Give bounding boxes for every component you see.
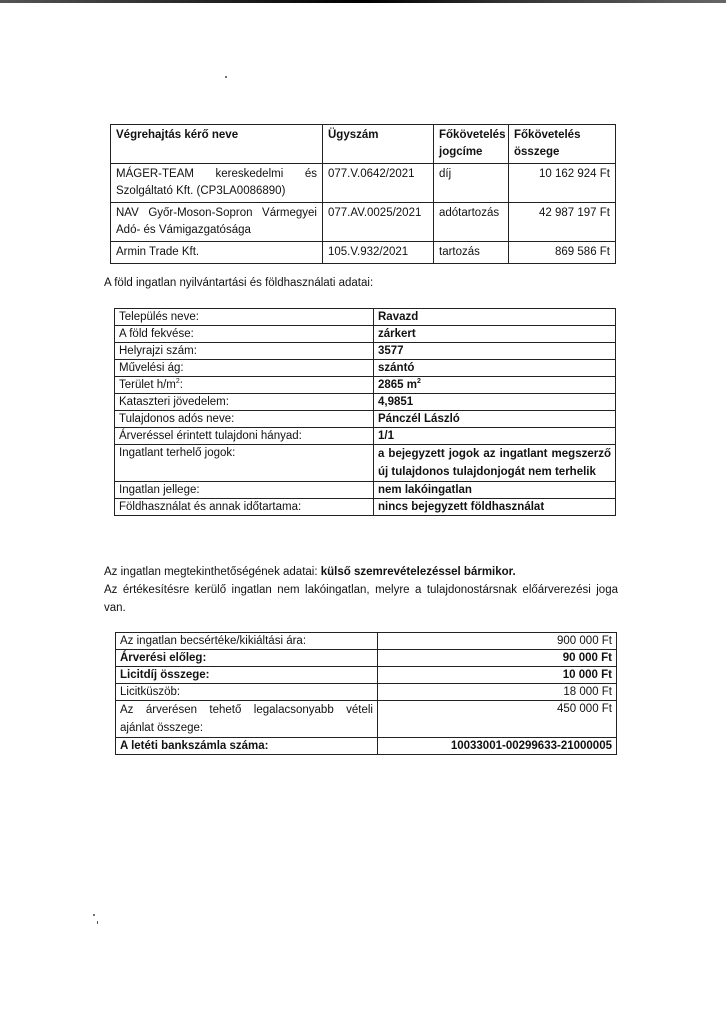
table-row — [116, 650, 617, 667]
field-value: 4,9851 — [374, 394, 616, 411]
table-row — [115, 394, 616, 411]
table-row — [115, 309, 616, 326]
claim-amount: 10 162 924 Ft — [509, 164, 616, 203]
table-row — [115, 343, 616, 360]
land-data-table — [114, 308, 616, 516]
land-data-intro: A föld ingatlan nyilvántartási és földhasználati adatai: — [104, 277, 374, 289]
field-label: Az ingatlan becsértéke/kikiáltási ára: — [116, 633, 378, 650]
table-row — [111, 242, 616, 264]
field-value: 18 000 Ft — [378, 684, 617, 701]
header-case-number: Ügyszám — [323, 125, 434, 164]
table-row — [111, 203, 616, 242]
table-row — [115, 482, 616, 499]
case-number: 077.AV.0025/2021 — [323, 203, 434, 242]
area-value-text: 2865 m — [378, 379, 418, 391]
superscript: 2 — [417, 378, 421, 386]
creditor-name: MÁGER-TEAM kereskedelmi és Szolgáltató Kft. (CP3LA0086890) — [111, 164, 323, 203]
field-label: Művelési ág: — [115, 360, 374, 377]
field-label: Licitdíj összege: — [116, 667, 378, 684]
table-row — [115, 411, 616, 428]
auction-data-table — [115, 632, 617, 755]
field-value: nem lakóingatlan — [374, 482, 616, 499]
field-label: A föld fekvése: — [115, 326, 374, 343]
field-label: Árveréssel érintett tulajdoni hányad: — [115, 428, 374, 445]
header-creditor-name: Végrehajtás kérő neve — [111, 125, 323, 164]
field-value — [374, 377, 616, 394]
case-number: 077.V.0642/2021 — [323, 164, 434, 203]
claim-title: díj — [434, 164, 509, 203]
field-value: 1/1 — [374, 428, 616, 445]
field-value: 900 000 Ft — [378, 633, 617, 650]
table-row — [116, 684, 617, 701]
field-value: Pánczél László — [374, 411, 616, 428]
creditors-table — [110, 124, 616, 264]
table-header-row — [111, 125, 616, 164]
field-value: Ravazd — [374, 309, 616, 326]
superscript: 2 — [175, 378, 180, 386]
scan-speck — [97, 921, 98, 924]
creditor-name: NAV Győr-Moson-Sopron Vármegyei Adó- és Vámigazgatósága — [111, 203, 323, 242]
header-claim-amount: Főkövetelés összege — [509, 125, 616, 164]
field-value: 10 000 Ft — [378, 667, 617, 684]
field-value: nincs bejegyzett földhasználat — [374, 499, 616, 516]
scan-speck — [93, 914, 95, 916]
table-row — [115, 445, 616, 482]
table-row — [116, 633, 617, 650]
table-row — [115, 377, 616, 394]
field-value: zárkert — [374, 326, 616, 343]
field-label: Település neve: — [115, 309, 374, 326]
field-value: 90 000 Ft — [378, 650, 617, 667]
scan-speck — [225, 76, 227, 78]
field-label: Az árverésen tehető legalacsonyabb vételi ajánlat összege: — [116, 701, 378, 738]
table-row — [115, 326, 616, 343]
field-label: Kataszteri jövedelem: — [115, 394, 374, 411]
table-row — [116, 701, 617, 738]
field-label: Földhasználat és annak időtartama: — [115, 499, 374, 516]
field-value: 3577 — [374, 343, 616, 360]
area-label-text: Terület h/m — [119, 379, 176, 391]
field-label — [115, 377, 374, 394]
field-label: Tulajdonos adós neve: — [115, 411, 374, 428]
field-label: Helyrajzi szám: — [115, 343, 374, 360]
label-suffix: : — [179, 379, 183, 391]
claim-amount: 869 586 Ft — [509, 242, 616, 264]
field-label: Ingatlant terhelő jogok: — [115, 445, 374, 482]
field-label: Ingatlan jellege: — [115, 482, 374, 499]
creditor-name: Armin Trade Kft. — [111, 242, 323, 264]
field-label: Árverési előleg: — [116, 650, 378, 667]
field-label: Licitküszöb: — [116, 684, 378, 701]
viewing-method: külső szemrevételezéssel bármikor. — [320, 566, 516, 578]
field-value: a bejegyzett jogok az ingatlant megszerző új tulajdonos tulajdonjogát nem terhelik — [374, 445, 616, 482]
viewing-prefix: Az ingatlan megtekinthetőségének adatai: — [104, 566, 321, 578]
case-number: 105.V.932/2021 — [323, 242, 434, 264]
header-claim-title: Főkövetelés jogcíme — [434, 125, 509, 164]
table-row — [116, 738, 617, 755]
table-row — [115, 428, 616, 445]
claim-amount: 42 987 197 Ft — [509, 203, 616, 242]
preemption-note: Az értékesítésre kerülő ingatlan nem lakóingatlan, melyre a tulajdonostársnak előárverezési joga van. — [104, 584, 618, 614]
field-value: 10033001-00299633-21000005 — [378, 738, 617, 755]
table-row — [111, 164, 616, 203]
field-label: A letéti bankszámla száma: — [116, 738, 378, 755]
viewing-info — [104, 563, 618, 581]
claim-title: adótartozás — [434, 203, 509, 242]
field-value: szántó — [374, 360, 616, 377]
scan-top-edge — [0, 0, 726, 3]
field-value: 450 000 Ft — [378, 701, 617, 738]
table-row — [115, 499, 616, 516]
claim-title: tartozás — [434, 242, 509, 264]
table-row — [115, 360, 616, 377]
table-row — [116, 667, 617, 684]
